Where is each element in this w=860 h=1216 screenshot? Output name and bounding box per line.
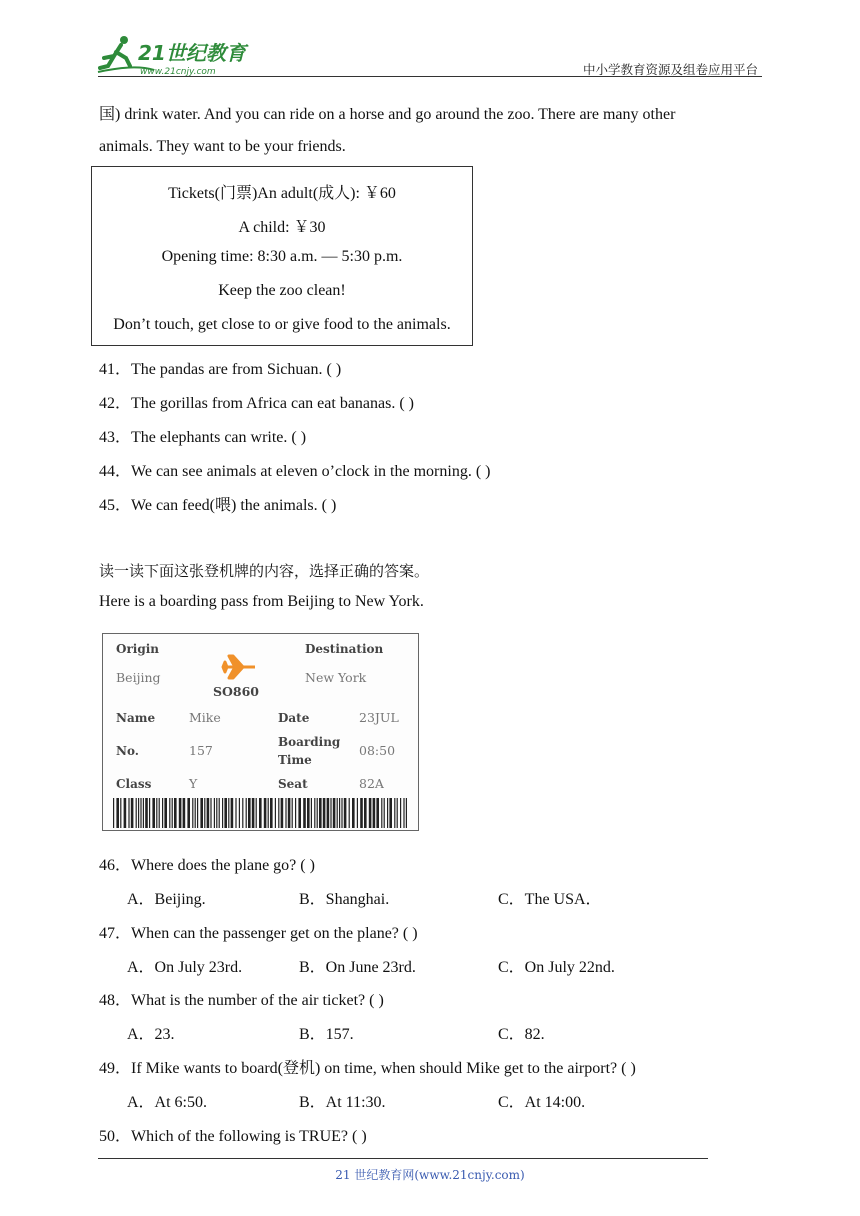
date-label: Date <box>278 711 310 725</box>
passage-line-1: 国) drink water. And you can ride on a horse and go around the zoo. There are many other <box>99 106 676 123</box>
seat-value: 82A <box>359 776 384 791</box>
q48-option-a: A．23. <box>127 1026 175 1043</box>
q49-option-c: C．At 14:00. <box>498 1094 586 1111</box>
question-50: 50．Which of the following is TRUE? ( ) <box>99 1128 367 1145</box>
boarding-pass <box>102 633 419 831</box>
logo-text: 21世纪教育 <box>138 41 246 65</box>
question-41: 41．The pandas are from Sichuan. ( ) <box>99 361 342 378</box>
destination-value: New York <box>305 670 367 685</box>
notice-dont-touch: Don’t touch, get close to or give food to the animals. <box>113 316 451 333</box>
origin-label: Origin <box>116 642 160 656</box>
zoo-notice-box <box>91 166 473 346</box>
q48-option-c: C．82. <box>498 1026 545 1043</box>
notice-opening-time: Opening time: 8:30 a.m. — 5:30 p.m. <box>161 248 403 265</box>
q49-option-b: B．At 11:30. <box>299 1094 386 1111</box>
header-platform-text: 中小学教育资源及组卷应用平台 <box>582 62 758 77</box>
q47-option-a: A．On July 23rd. <box>127 959 243 976</box>
notice-keep-clean: Keep the zoo clean! <box>218 282 346 299</box>
question-42: 42．The gorillas from Africa can eat bananas. ( ) <box>99 395 414 412</box>
question-46: 46．Where does the plane go? ( ) <box>99 857 315 874</box>
question-49: 49．If Mike wants to board(登机) on time, when should Mike get to the airport? ( ) <box>99 1060 636 1077</box>
q46-option-b: B．Shanghai. <box>299 891 390 908</box>
number-value: 157 <box>189 743 213 758</box>
question-45: 45．We can feed(喂) the animals. ( ) <box>99 497 337 514</box>
footer-divider <box>98 1158 708 1159</box>
q47-option-c: C．On July 22nd. <box>498 959 615 976</box>
site-logo <box>94 34 264 78</box>
date-value: 23JUL <box>359 710 399 725</box>
class-value: Y <box>189 776 198 791</box>
q49-option-a: A．At 6:50. <box>127 1094 208 1111</box>
question-44: 44．We can see animals at eleven o’clock in the morning. ( ) <box>99 463 491 480</box>
airplane-icon <box>221 652 257 682</box>
destination-label: Destination <box>305 642 384 656</box>
logo-url: www.21cnjy.com <box>140 67 216 77</box>
flight-number: SO860 <box>213 684 260 699</box>
notice-tickets: Tickets(门票)An adult(成人): ￥60 <box>168 185 396 202</box>
q47-option-b: B．On June 23rd. <box>299 959 416 976</box>
question-48: 48．What is the number of the air ticket? ( ) <box>99 992 384 1009</box>
section-instruction-cn: 读一读下面这张登机牌的内容，选择正确的答案。 <box>99 562 430 580</box>
origin-value: Beijing <box>116 670 161 685</box>
boarding-label: Boarding <box>278 735 341 749</box>
barcode <box>113 798 409 828</box>
question-43: 43．The elephants can write. ( ) <box>99 429 307 446</box>
header-divider <box>98 76 762 77</box>
q46-option-a: A．Beijing. <box>127 891 206 908</box>
name-value: Mike <box>189 710 221 725</box>
section-instruction-en: Here is a boarding pass from Beijing to New York. <box>99 593 424 610</box>
question-47: 47．When can the passenger get on the plane? ( ) <box>99 925 418 942</box>
class-label: Class <box>116 777 152 791</box>
boarding-time-value: 08:50 <box>359 743 396 758</box>
q48-option-b: B．157. <box>299 1026 354 1043</box>
boarding-time-label: Time <box>278 753 312 767</box>
footer-text: 21 世纪教育网(www.21cnjy.com) <box>335 1168 525 1182</box>
number-label: No. <box>116 744 139 758</box>
notice-child: A child: ￥30 <box>238 219 326 236</box>
q46-option-c: C．The USA． <box>498 891 602 908</box>
name-label: Name <box>116 711 156 725</box>
seat-label: Seat <box>278 777 308 791</box>
passage-line-2: animals. They want to be your friends. <box>99 138 346 155</box>
